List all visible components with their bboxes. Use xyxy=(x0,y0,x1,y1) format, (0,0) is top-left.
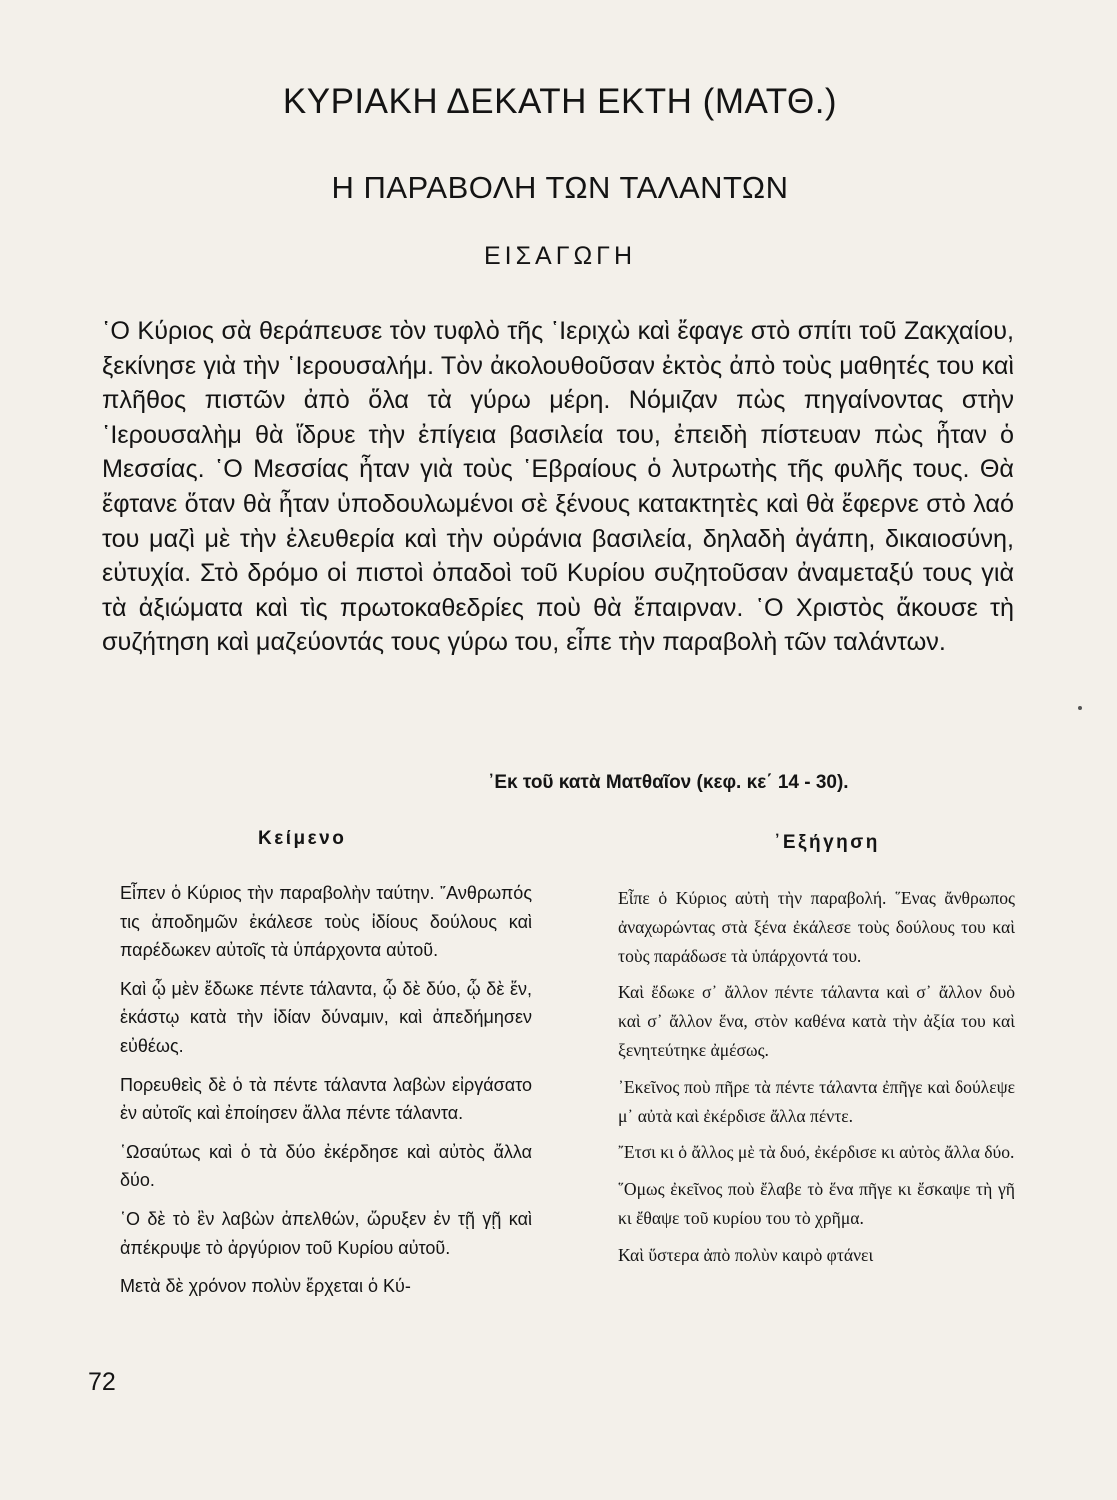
explanation-paragraph: Καὶ ἔδωκε σ᾿ ἄλλον πέντε τάλαντα καὶ σ᾿ ἄλλον δυὸ καὶ σ᾿ ἄλλον ἕνα, στὸν καθένα κατὰ τὴν ἀξία του καὶ ξενητεύτηκε ἀμέσως. xyxy=(618,982,1015,1060)
intro-paragraph: ῾Ο Κύριος σὰ θεράπευσε τὸν τυφλὸ τῆς ῾Ιεριχὼ καὶ ἔφαγε στὸ σπίτι τοῦ Ζακχαίου, ξεκίνησε γιὰ τὴν ῾Ιερουσαλήμ. Τὸν ἀκολουθοῦσαν ἐκτὸς ἀπὸ τοὺς μαθητές του καὶ πλῆθος πιστῶν ἀπὸ ὅλα τὰ γύρω μέρη. Νόμιζαν πὼς πηγαίνοντας στὴν ῾Ιερουσαλὴμ θὰ ἵδρυε τὴν ἐπίγεια βασιλεία του, ἐπειδὴ πίστευαν πὼς ἦταν ὁ Μεσσίας. ῾Ο Μεσσίας ἦταν γιὰ τοὺς ῾Εβραίους ὁ λυτρωτὴς τῆς φυλῆς τους. Θὰ ἔφτανε ὅταν θὰ ἦταν ὑποδουλωμένοι σὲ ξένους κατακτητὲς καὶ θὰ ἔφερνε στὸ λαό του μαζὶ μὲ τὴν ἐλευθερία καὶ τὴν οὐράνια βασιλεία, δηλαδὴ ἀγάπη, δικαιοσύνη, εὐτυχία. Στὸ δρόμο οἱ πιστοὶ ὀπαδοὶ τοῦ Κυρίου συζητοῦσαν ἀναμεταξύ τους γιὰ τὰ ἀξιώματα καὶ τὶς πρωτοκαθεδρίες ποὺ θὰ ἔπαιρναν. ῾Ο Χριστὸς ἄκουσε τὴ συζήτηση καὶ μαζεύοντάς τους γύρω του, εἶπε τὴν παραβολὴ τῶν ταλάντων. xyxy=(102,317,1014,657)
original-paragraph: ῾Ο δὲ τὸ ἓν λαβὼν ἀπελθών, ὤρυξεν ἐν τῇ γῇ καὶ ἀπέκρυψε τὸ ἀργύριον τοῦ Κυρίου αὐτοῦ. xyxy=(120,1208,532,1258)
original-paragraph: ῾Ωσαύτως καὶ ὁ τὰ δύο ἐκέρδησε καὶ αὐτὸς ἄλλα δύο. xyxy=(120,1141,532,1191)
explanation-paragraph: ᾿Εκεῖνος ποὺ πῆρε τὰ πέντε τάλαντα ἐπῆγε καὶ δούλεψε μ᾿ αὐτὰ καὶ ἐκέρδισε ἄλλα πέντε. xyxy=(618,1076,1015,1126)
left-column-heading: Κείμενο xyxy=(258,828,347,849)
source-reference: ᾿Εκ τοῦ κατὰ Ματθαῖον (κεφ. κε΄ 14 - 30). xyxy=(488,772,849,793)
explanation-paragraph: Καὶ ὕστερα ἀπὸ πολὺν καιρὸ φτάνει xyxy=(618,1244,874,1265)
original-paragraph: Καὶ ᾧ μὲν ἔδωκε πέντε τάλαντα, ᾧ δὲ δύο, ᾧ δὲ ἕν, ἑκάστῳ κατὰ τὴν ἰδίαν δύναμιν, καὶ ἀπεδήμησεν εὐθέως. xyxy=(120,978,532,1056)
section-heading: ΕΙΣΑΓΩΓΗ xyxy=(483,242,637,270)
original-paragraph: Πορευθεὶς δὲ ὁ τὰ πέντε τάλαντα λαβὼν εἰργάσατο ἐν αὐτοῖς καὶ ἐποίησεν ἄλλα πέντε τάλαντα. xyxy=(120,1074,532,1124)
explanation-paragraph: ῞Ομως ἐκεῖνος ποὺ ἔλαβε τὸ ἕνα πῆγε κι ἔσκαψε τὴ γῆ κι ἔθαψε τοῦ κυρίου του τὸ χρῆμα. xyxy=(618,1179,1015,1228)
parable-title: Η ΠΑΡΑΒΟΛΗ ΤΩΝ ΤΑΛΑΝΤΩΝ xyxy=(331,170,789,205)
explanation-column xyxy=(618,884,1015,1278)
page-title: ΚΥΡΙΑΚΗ ΔΕΚΑΤΗ ΕΚΤΗ (ΜΑΤΘ.) xyxy=(282,82,838,121)
right-column-heading: ᾿Εξήγηση xyxy=(774,832,880,853)
original-paragraph: Εἶπεν ὁ Κύριος τὴν παραβολὴν ταύτην. ῎Ανθρωπός τις ἀποδημῶν ἐκάλεσε τοὺς ἰδίους δούλους καὶ παρέδωκεν αὐτοῖς τὰ ὑπάρχοντα αὐτοῦ. xyxy=(120,883,532,961)
print-speck xyxy=(1078,706,1082,710)
intro-section xyxy=(102,314,1014,660)
explanation-paragraph: Εἶπε ὁ Κύριος αὐτὴ τὴν παραβολή. ῞Ενας ἄνθρωπος ἀναχωρώντας στὰ ξένα ἐκάλεσε τοὺς δούλους του καὶ τοὺς παράδωσε τὰ ὑπάρχοντά του. xyxy=(618,888,1015,966)
page-number: 72 xyxy=(88,1368,116,1396)
original-text-column xyxy=(120,879,532,1311)
original-paragraph: Μετὰ δὲ χρόνον πολὺν ἔρχεται ὁ Κύ- xyxy=(120,1276,411,1297)
explanation-paragraph: ῎Ετσι κι ὁ ἄλλος μὲ τὰ δυό, ἐκέρδισε κι αὐτὸς ἄλλα δύο. xyxy=(618,1142,1015,1163)
